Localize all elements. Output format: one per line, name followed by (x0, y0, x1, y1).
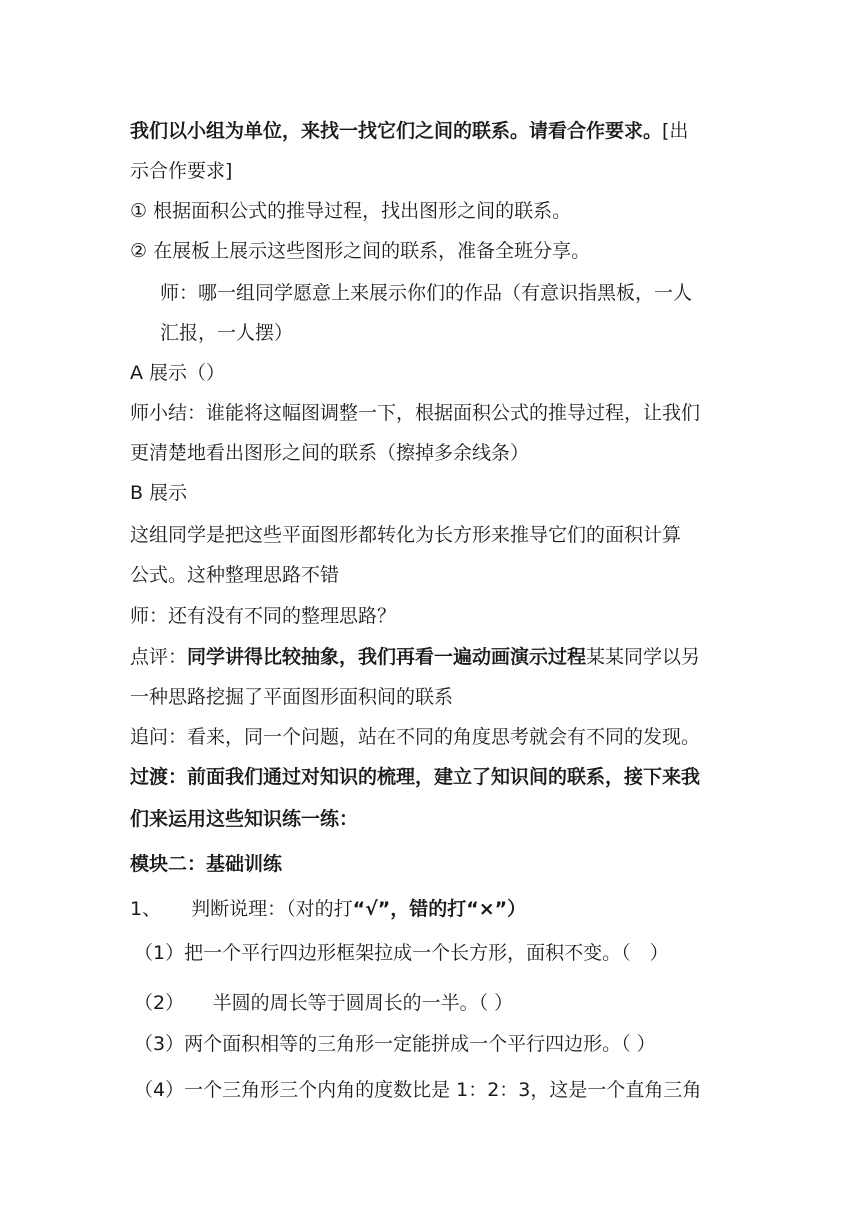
requirement-2: ② 在展板上展示这些图形之间的联系，准备全班分享。 (130, 240, 591, 262)
group-line-2: 公式。这种整理思路不错 (130, 564, 340, 586)
judge-heading (130, 896, 526, 922)
teacher-question-line-1: 师：哪一组同学愿意上来展示你们的作品（有意识指黑板，一人 (160, 282, 693, 304)
transition-line-1: 过渡：前面我们通过对知识的梳理，建立了知识间的联系，接下来我 (130, 766, 701, 788)
judge-text: 判断说理：（对的打 (191, 898, 353, 920)
judge-marks: “√”，错的打“×”） (352, 898, 527, 920)
intro-line-1 (130, 118, 688, 144)
judge-item-3: （3）两个面积相等的三角形一定能拼成一个平行四边形。（ ） (134, 1033, 656, 1055)
judge-item-1: （1）把一个平行四边形框架拉成一个长方形，面积不变。（ ） (134, 942, 669, 964)
judge-item-2: （2） 半圆的周长等于圆周长的一半。（ ） (134, 992, 514, 1014)
intro-tail-text: [出 (662, 120, 689, 142)
comment-line-2: 一种思路挖掘了平面图形面积间的联系 (130, 686, 454, 708)
judge-item-4: （4）一个三角形三个内角的度数比是 1：2：3，这是一个直角三角 (134, 1079, 702, 1101)
group-line-1: 这组同学是把这些平面图形都转化为长方形来推导它们的面积计算 (130, 524, 682, 546)
teacher-question-2: 师：还有没有不同的整理思路？ (130, 605, 397, 627)
comment-tail-text: 某某同学以另 (586, 646, 701, 668)
teacher-question-line-2: 汇报，一人摆） (160, 322, 294, 344)
summary-line-1: 师小结：谁能将这幅图调整一下，根据面积公式的推导过程，让我们 (130, 402, 701, 424)
intro-bold-text: 我们以小组为单位，来找一找它们之间的联系。请看合作要求。 (130, 120, 663, 142)
comment-line-1 (130, 644, 700, 670)
module-title: 模块二：基础训练 (130, 853, 283, 875)
summary-line-2: 更清楚地看出图形之间的联系（擦掉多余线条） (130, 442, 530, 464)
transition-line-2: 们来运用这些知识练一练： (130, 808, 359, 830)
followup: 追问：看来，同一个问题，站在不同的角度思考就会有不同的发现。 (130, 726, 701, 748)
comment-prefix: 点评： (130, 646, 188, 668)
requirement-1: ① 根据面积公式的推导过程，找出图形之间的联系。 (130, 200, 572, 222)
judge-number: 1、 (130, 898, 162, 920)
intro-line-2: 示合作要求] (130, 160, 233, 182)
comment-bold-text: 同学讲得比较抽象，我们再看一遍动画演示过程 (187, 646, 587, 668)
show-a: A 展示（） (130, 362, 226, 384)
show-b: B 展示 (130, 482, 188, 504)
